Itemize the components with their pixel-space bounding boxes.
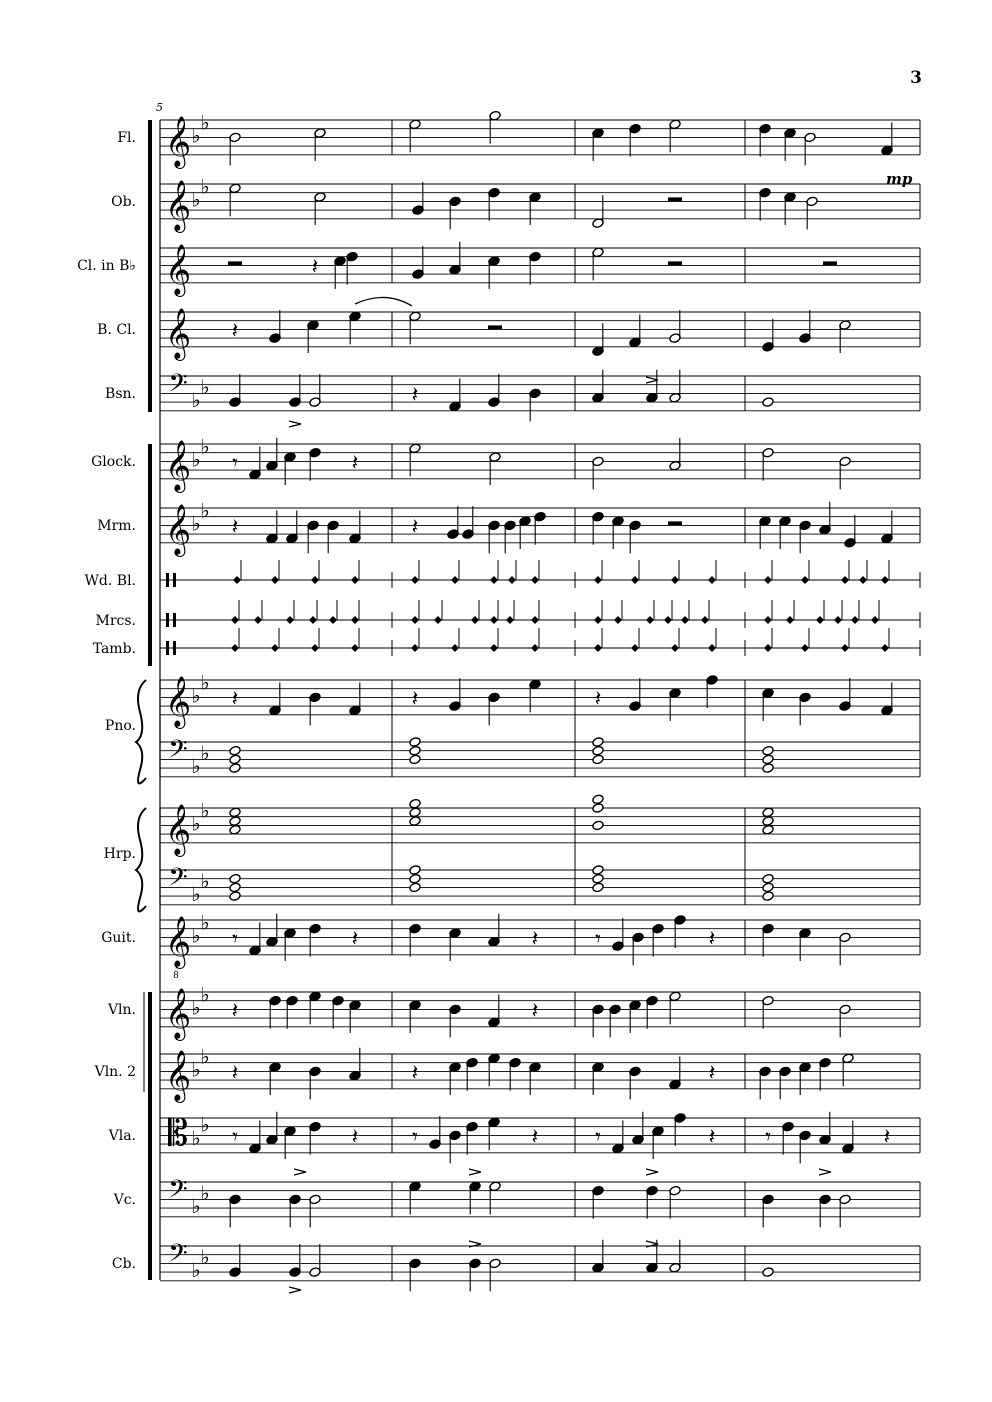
quarter-rest-icon: 𝄽 <box>351 451 359 477</box>
flat-icon: ♭ <box>200 375 210 400</box>
percussion-note <box>309 616 317 624</box>
percussion-note <box>681 616 689 624</box>
bass-clef-icon: 𝄢 <box>168 863 188 898</box>
note <box>762 824 774 835</box>
flat-icon: ♭ <box>191 683 201 708</box>
flat-icon: ♭ <box>200 1112 210 1137</box>
note <box>229 763 241 774</box>
treble-clef-icon: 𝄞 <box>164 244 192 295</box>
percussion-bracket <box>148 444 152 666</box>
instrument-label: Cl. in B♭ <box>77 258 136 274</box>
quarter-rest-icon: 𝄽 <box>231 999 239 1025</box>
percussion-note <box>311 576 319 584</box>
quarter-rest-icon: 𝄽 <box>411 383 419 409</box>
accent-mark <box>819 1169 831 1175</box>
flat-icon: ♭ <box>200 670 210 695</box>
percussion-note <box>254 616 262 624</box>
percussion-note <box>411 576 419 584</box>
flat-icon: ♭ <box>191 882 201 907</box>
instrument-label: Vla. <box>108 1128 136 1144</box>
note <box>409 873 421 884</box>
accent-mark <box>646 377 658 383</box>
note <box>229 816 241 827</box>
percussion-clef-icon <box>166 641 169 655</box>
percussion-note <box>490 644 498 652</box>
half-rest <box>668 521 682 525</box>
note <box>592 737 604 748</box>
instrument-label: B. Cl. <box>97 322 136 338</box>
quarter-rest-icon: 𝄽 <box>708 1125 716 1151</box>
percussion-note <box>841 644 849 652</box>
quarter-rest-icon: 𝄽 <box>231 1061 239 1087</box>
percussion-note <box>351 576 359 584</box>
instrument-label: Cb. <box>111 1256 136 1272</box>
percussion-note <box>329 616 337 624</box>
percussion-note <box>471 616 479 624</box>
percussion-note <box>646 616 654 624</box>
instrument-label: Fl. <box>117 130 136 146</box>
eighth-rest-icon: 𝄾 <box>595 1125 601 1151</box>
quarter-rest-icon: 𝄽 <box>531 999 539 1025</box>
flat-icon: ♭ <box>200 174 210 199</box>
staff-oboe <box>160 184 920 219</box>
percussion-note <box>231 616 239 624</box>
accent-mark <box>646 1169 658 1175</box>
flat-icon: ♭ <box>200 1245 210 1270</box>
percussion-note <box>834 616 842 624</box>
note <box>409 816 421 827</box>
percussion-note <box>490 616 498 624</box>
instrument-label: Mrcs. <box>95 613 136 629</box>
note <box>762 873 774 884</box>
percussion-note <box>233 576 241 584</box>
note <box>762 745 774 756</box>
instrument-label: Bsn. <box>105 386 136 402</box>
instrument-label: Pno. <box>104 718 136 734</box>
percussion-note <box>841 576 849 584</box>
woodwind-bracket <box>148 120 152 412</box>
flat-icon: ♭ <box>200 869 210 894</box>
note <box>409 737 421 748</box>
note <box>409 798 421 809</box>
percussion-note <box>531 644 539 652</box>
note <box>409 865 421 876</box>
eighth-rest-icon: 𝄾 <box>412 1125 418 1151</box>
percussion-note <box>671 644 679 652</box>
percussion-note <box>451 644 459 652</box>
quarter-rest-icon: 𝄽 <box>351 1125 359 1151</box>
percussion-clef-icon <box>166 573 169 587</box>
treble-clef-icon: 𝄞 <box>164 676 192 727</box>
note <box>762 754 774 765</box>
half-rest <box>668 261 682 265</box>
flat-icon: ♭ <box>200 798 210 823</box>
accent-mark <box>289 421 301 427</box>
quarter-rest-icon: 𝄽 <box>351 927 359 953</box>
staff-contrabass <box>160 1246 920 1281</box>
quarter-rest-icon: 𝄽 <box>708 1061 716 1087</box>
note <box>762 397 774 408</box>
flat-icon: ♭ <box>200 498 210 523</box>
piano-brace <box>136 680 146 783</box>
quarter-rest-icon: 𝄽 <box>411 515 419 541</box>
measure-number: 5 <box>156 101 163 114</box>
quarter-rest-icon: 𝄽 <box>311 255 319 281</box>
quarter-rest-icon: 𝄽 <box>594 687 602 713</box>
half-rest <box>823 261 837 265</box>
flat-icon: ♭ <box>191 447 201 472</box>
treble-clef-icon: 𝄞 <box>164 988 192 1039</box>
note <box>762 1267 774 1278</box>
bass-clef-icon: 𝄢 <box>168 735 188 770</box>
page-number: 3 <box>910 68 922 88</box>
flat-icon: ♭ <box>191 511 201 536</box>
note <box>409 807 421 818</box>
flat-icon: ♭ <box>200 1044 210 1069</box>
percussion-note <box>816 616 824 624</box>
half-rest <box>228 261 242 265</box>
strings-bracket <box>148 992 152 1280</box>
instrument-label: Wd. Bl. <box>84 573 136 589</box>
quarter-rest-icon: 𝄽 <box>231 319 239 345</box>
harp-brace <box>136 808 146 911</box>
note <box>229 824 241 835</box>
treble-clef-icon: 𝄞 <box>164 116 192 167</box>
treble-clef-icon: 𝄞 <box>164 504 192 555</box>
accent-mark <box>294 1169 306 1175</box>
treble-clef-icon: 𝄞 <box>164 180 192 231</box>
percussion-note <box>851 616 859 624</box>
percussion-note <box>506 616 514 624</box>
percussion-note <box>631 576 639 584</box>
percussion-note <box>231 644 239 652</box>
percussion-note <box>881 644 889 652</box>
note <box>592 873 604 884</box>
accent-mark <box>289 1287 301 1293</box>
slur <box>355 297 412 306</box>
instrument-label: Guit. <box>101 930 136 946</box>
flat-icon: ♭ <box>200 110 210 135</box>
percussion-note <box>434 616 442 624</box>
quarter-rest-icon: 𝄽 <box>411 1061 419 1087</box>
note <box>592 803 604 814</box>
percussion-note <box>764 616 772 624</box>
treble-clef-icon: 𝄞 <box>164 440 192 491</box>
octave-mark: 8 <box>173 971 179 981</box>
percussion-note <box>451 576 459 584</box>
note <box>592 754 604 765</box>
percussion-note <box>594 616 602 624</box>
note <box>592 820 604 831</box>
half-rest <box>488 325 502 329</box>
instrument-label: Tamb. <box>92 641 136 657</box>
percussion-clef-icon <box>166 613 169 627</box>
treble-clef-icon: 𝄞 <box>164 916 192 967</box>
flat-icon: ♭ <box>191 923 201 948</box>
staff-piano <box>160 742 920 777</box>
percussion-note <box>801 644 809 652</box>
staff-harp <box>160 870 920 905</box>
percussion-note <box>594 576 602 584</box>
percussion-note <box>859 576 867 584</box>
eighth-rest-icon: 𝄾 <box>595 927 601 953</box>
percussion-note <box>594 644 602 652</box>
instrument-label: Ob. <box>111 194 136 210</box>
percussion-clef-icon <box>173 641 176 655</box>
eighth-rest-icon: 𝄾 <box>232 1125 238 1151</box>
note <box>229 807 241 818</box>
instrument-label: Glock. <box>91 454 136 470</box>
flat-icon: ♭ <box>191 1125 201 1150</box>
alto-clef-icon: 𝄡 <box>167 1113 189 1154</box>
flat-icon: ♭ <box>191 187 201 212</box>
percussion-note <box>764 576 772 584</box>
staff-clarinet <box>160 248 920 283</box>
note <box>229 891 241 902</box>
percussion-note <box>664 616 672 624</box>
eighth-rest-icon: 𝄾 <box>765 1125 771 1151</box>
quarter-rest-icon: 𝄽 <box>531 1125 539 1151</box>
instrument-label: Mrm. <box>97 518 136 534</box>
percussion-note <box>801 576 809 584</box>
staff-cello <box>160 1182 920 1217</box>
percussion-note <box>411 616 419 624</box>
percussion-note <box>531 576 539 584</box>
staff-harp <box>160 808 920 843</box>
percussion-note <box>701 616 709 624</box>
note <box>409 754 421 765</box>
quarter-rest-icon: 𝄽 <box>531 927 539 953</box>
flat-icon: ♭ <box>191 388 201 413</box>
percussion-note <box>671 576 679 584</box>
flat-icon: ♭ <box>200 1181 210 1206</box>
instrument-label: Hrp. <box>103 846 136 862</box>
percussion-note <box>411 644 419 652</box>
flat-icon: ♭ <box>191 1194 201 1219</box>
eighth-rest-icon: 𝄾 <box>232 451 238 477</box>
flat-icon: ♭ <box>191 995 201 1020</box>
note <box>592 882 604 893</box>
note <box>762 891 774 902</box>
note <box>762 816 774 827</box>
instrument-label: Vln. <box>107 1002 136 1018</box>
flat-icon: ♭ <box>200 741 210 766</box>
treble-clef-icon: 𝄞 <box>164 308 192 359</box>
note <box>229 754 241 765</box>
flat-icon: ♭ <box>200 434 210 459</box>
quarter-rest-icon: 𝄽 <box>231 515 239 541</box>
bass-clef-icon: 𝄢 <box>168 369 188 404</box>
quarter-rest-icon: 𝄽 <box>708 927 716 953</box>
note <box>762 807 774 818</box>
note <box>229 745 241 756</box>
percussion-note <box>271 576 279 584</box>
treble-clef-icon: 𝄞 <box>164 1050 192 1101</box>
flat-icon: ♭ <box>200 982 210 1007</box>
flat-icon: ♭ <box>191 123 201 148</box>
flat-icon: ♭ <box>191 1057 201 1082</box>
instrument-label: Vln. 2 <box>94 1064 136 1080</box>
half-rest <box>668 197 682 201</box>
flat-icon: ♭ <box>191 1258 201 1283</box>
percussion-note <box>271 644 279 652</box>
note <box>592 745 604 756</box>
note <box>762 882 774 893</box>
percussion-note <box>351 644 359 652</box>
percussion-note <box>490 576 498 584</box>
percussion-note <box>764 644 772 652</box>
note <box>229 873 241 884</box>
accent-mark <box>469 1169 481 1175</box>
percussion-note <box>351 616 359 624</box>
flat-icon: ♭ <box>191 754 201 779</box>
treble-clef-icon: 𝄞 <box>164 804 192 855</box>
percussion-note <box>614 616 622 624</box>
percussion-clef-icon <box>173 573 176 587</box>
note <box>762 763 774 774</box>
staff-maracas <box>160 612 920 628</box>
quarter-rest-icon: 𝄽 <box>231 687 239 713</box>
flat-icon: ♭ <box>191 811 201 836</box>
percussion-note <box>881 576 889 584</box>
percussion-note <box>508 576 516 584</box>
note <box>592 865 604 876</box>
percussion-note <box>786 616 794 624</box>
note <box>409 745 421 756</box>
percussion-clef-icon <box>173 613 176 627</box>
bass-clef-icon: 𝄢 <box>168 1239 188 1274</box>
percussion-note <box>871 616 879 624</box>
note <box>229 882 241 893</box>
percussion-note <box>708 644 716 652</box>
dynamic-mark: mp <box>886 170 913 188</box>
instrument-label: Vc. <box>113 1192 136 1208</box>
percussion-note <box>531 616 539 624</box>
percussion-note <box>311 644 319 652</box>
note <box>409 882 421 893</box>
bass-clef-icon: 𝄢 <box>168 1175 188 1210</box>
note <box>592 794 604 805</box>
eighth-rest-icon: 𝄾 <box>232 927 238 953</box>
percussion-note <box>708 576 716 584</box>
flat-icon: ♭ <box>200 910 210 935</box>
quarter-rest-icon: 𝄽 <box>883 1125 891 1151</box>
percussion-note <box>286 616 294 624</box>
quarter-rest-icon: 𝄽 <box>411 687 419 713</box>
percussion-note <box>631 644 639 652</box>
